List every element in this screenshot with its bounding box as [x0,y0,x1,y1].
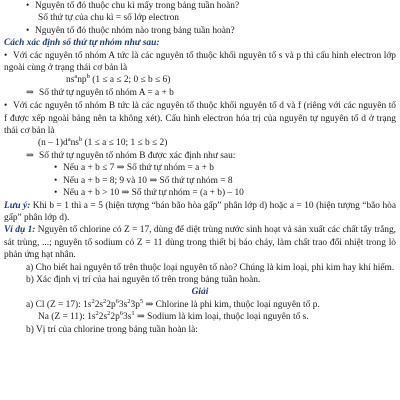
arrow-icon: ⇒ [26,87,34,98]
line-group-question: • Nguyên tố đó thuộc nhóm nào trong bảng tuần hoàn? [26,25,235,36]
arrow-icon: ⇒ [26,150,34,161]
bullet-icon: • [54,188,58,199]
bullet-icon: • [4,50,8,61]
example-label: Ví dụ 1: [4,225,36,236]
answer-chlorine: a) Cl (Z = 17): $1s^22s^22p^63s^23p^5$ ⇒ Chlorine là phi kim, thuộc loại nguyên tố p. [26,297,320,310]
solution-heading: Giải [191,287,209,298]
note-paragraph: Lưu ý: Khi b = 1 thì a = 5 (hiện tượng “bán bão hòa gấp” phân lớp d) hoặc a = 10 (hiện tượng “bão hòa gấp” phân lớp d). [4,200,397,223]
section-heading: Cách xác định số thứ tự nhóm như sau: [4,38,160,49]
bullet-icon: • [26,25,30,36]
example-paragraph: Ví dụ 1: Nguyên tố chlorine có Z = 17, dùng để diệt trùng nước sinh hoạt và sản xuất các chất tẩy trắng, sát trùng, ...; nguyên tố sodium có Z = 11 dùng trong thiết bị báo cháy, làm chất trao đổi nhiệt trong lò phản ứng hạt nhân. [4,225,396,261]
case-3: • Nếu a + b > 10 ⇒ Số thứ tự nhóm = (a + b) – 10 [54,188,244,199]
bullet-icon: • [54,163,58,174]
line-period-question: • Nguyên tố đó thuộc chu kì mấy trong bảng tuần hoàn? [26,1,240,11]
bullet-icon: • [54,175,58,186]
formula-group-a: $ns^anp^b$ (1 ≤ a ≤ 2; 0 ≤ b ≤ 6) [66,73,171,86]
question-a: a) Cho biết hai nguyên tố trên thuộc loại nguyên tố nào? Chúng là kim loại, phi kim hay khí hiếm. [26,262,395,273]
line-period-rule: Số thứ tự của chu kì = số lớp electron [38,13,179,24]
result-group-b: ⇒ Số thứ tự nguyên tố nhóm B được xác định như sau: [26,150,236,161]
bullet-icon: • [26,1,30,11]
answer-b-heading: b) Vị trí của chlorine trong bảng tuần hoàn là: [26,324,198,335]
case-1: • Nếu a + b ≤ 7 ⇒ Số thứ tự nhóm = a + b [54,163,214,174]
paragraph-group-a: • Với các nguyên tố nhóm A tức là các nguyên tố thuộc khối nguyên tố s và p thì cấu hình electron lớp ngoài cùng ở trạng thái cơ bản là [4,50,396,74]
result-group-a: ⇒ Số thứ tự nguyên tố nhóm A = a + b [26,87,174,98]
answer-sodium: Na (Z = 11): $1s^22s^22p^63s^1$ ⇒ Sodium là kim loại, thuộc loại nguyên tố s. [38,310,309,323]
note-label: Lưu ý: [4,200,31,211]
paragraph-group-b: • Với các nguyên tố nhóm B tức là các nguyên tố thuộc khối nguyên tố d và f (riêng với các nguyên tố f được xếp ngoài bảng nên ta không xét). Cấu hình electron hóa trị của nguyên tự nguyên tố d ở trạng thái cơ bản là [4,101,396,137]
question-b: b) Xác định vị trí của hai nguyên tố trên trong bảng tuần hoàn. [26,274,261,285]
formula-group-b: $(n - 1)d^ans^b$ (1 ≤ a ≤ 10; 1 ≤ b ≤ 2) [38,136,168,149]
bullet-icon: • [4,101,8,112]
case-2: • Nếu a + b = 8; 9 và 10 ⇒ Số thứ tự nhóm = 8 [54,175,233,186]
